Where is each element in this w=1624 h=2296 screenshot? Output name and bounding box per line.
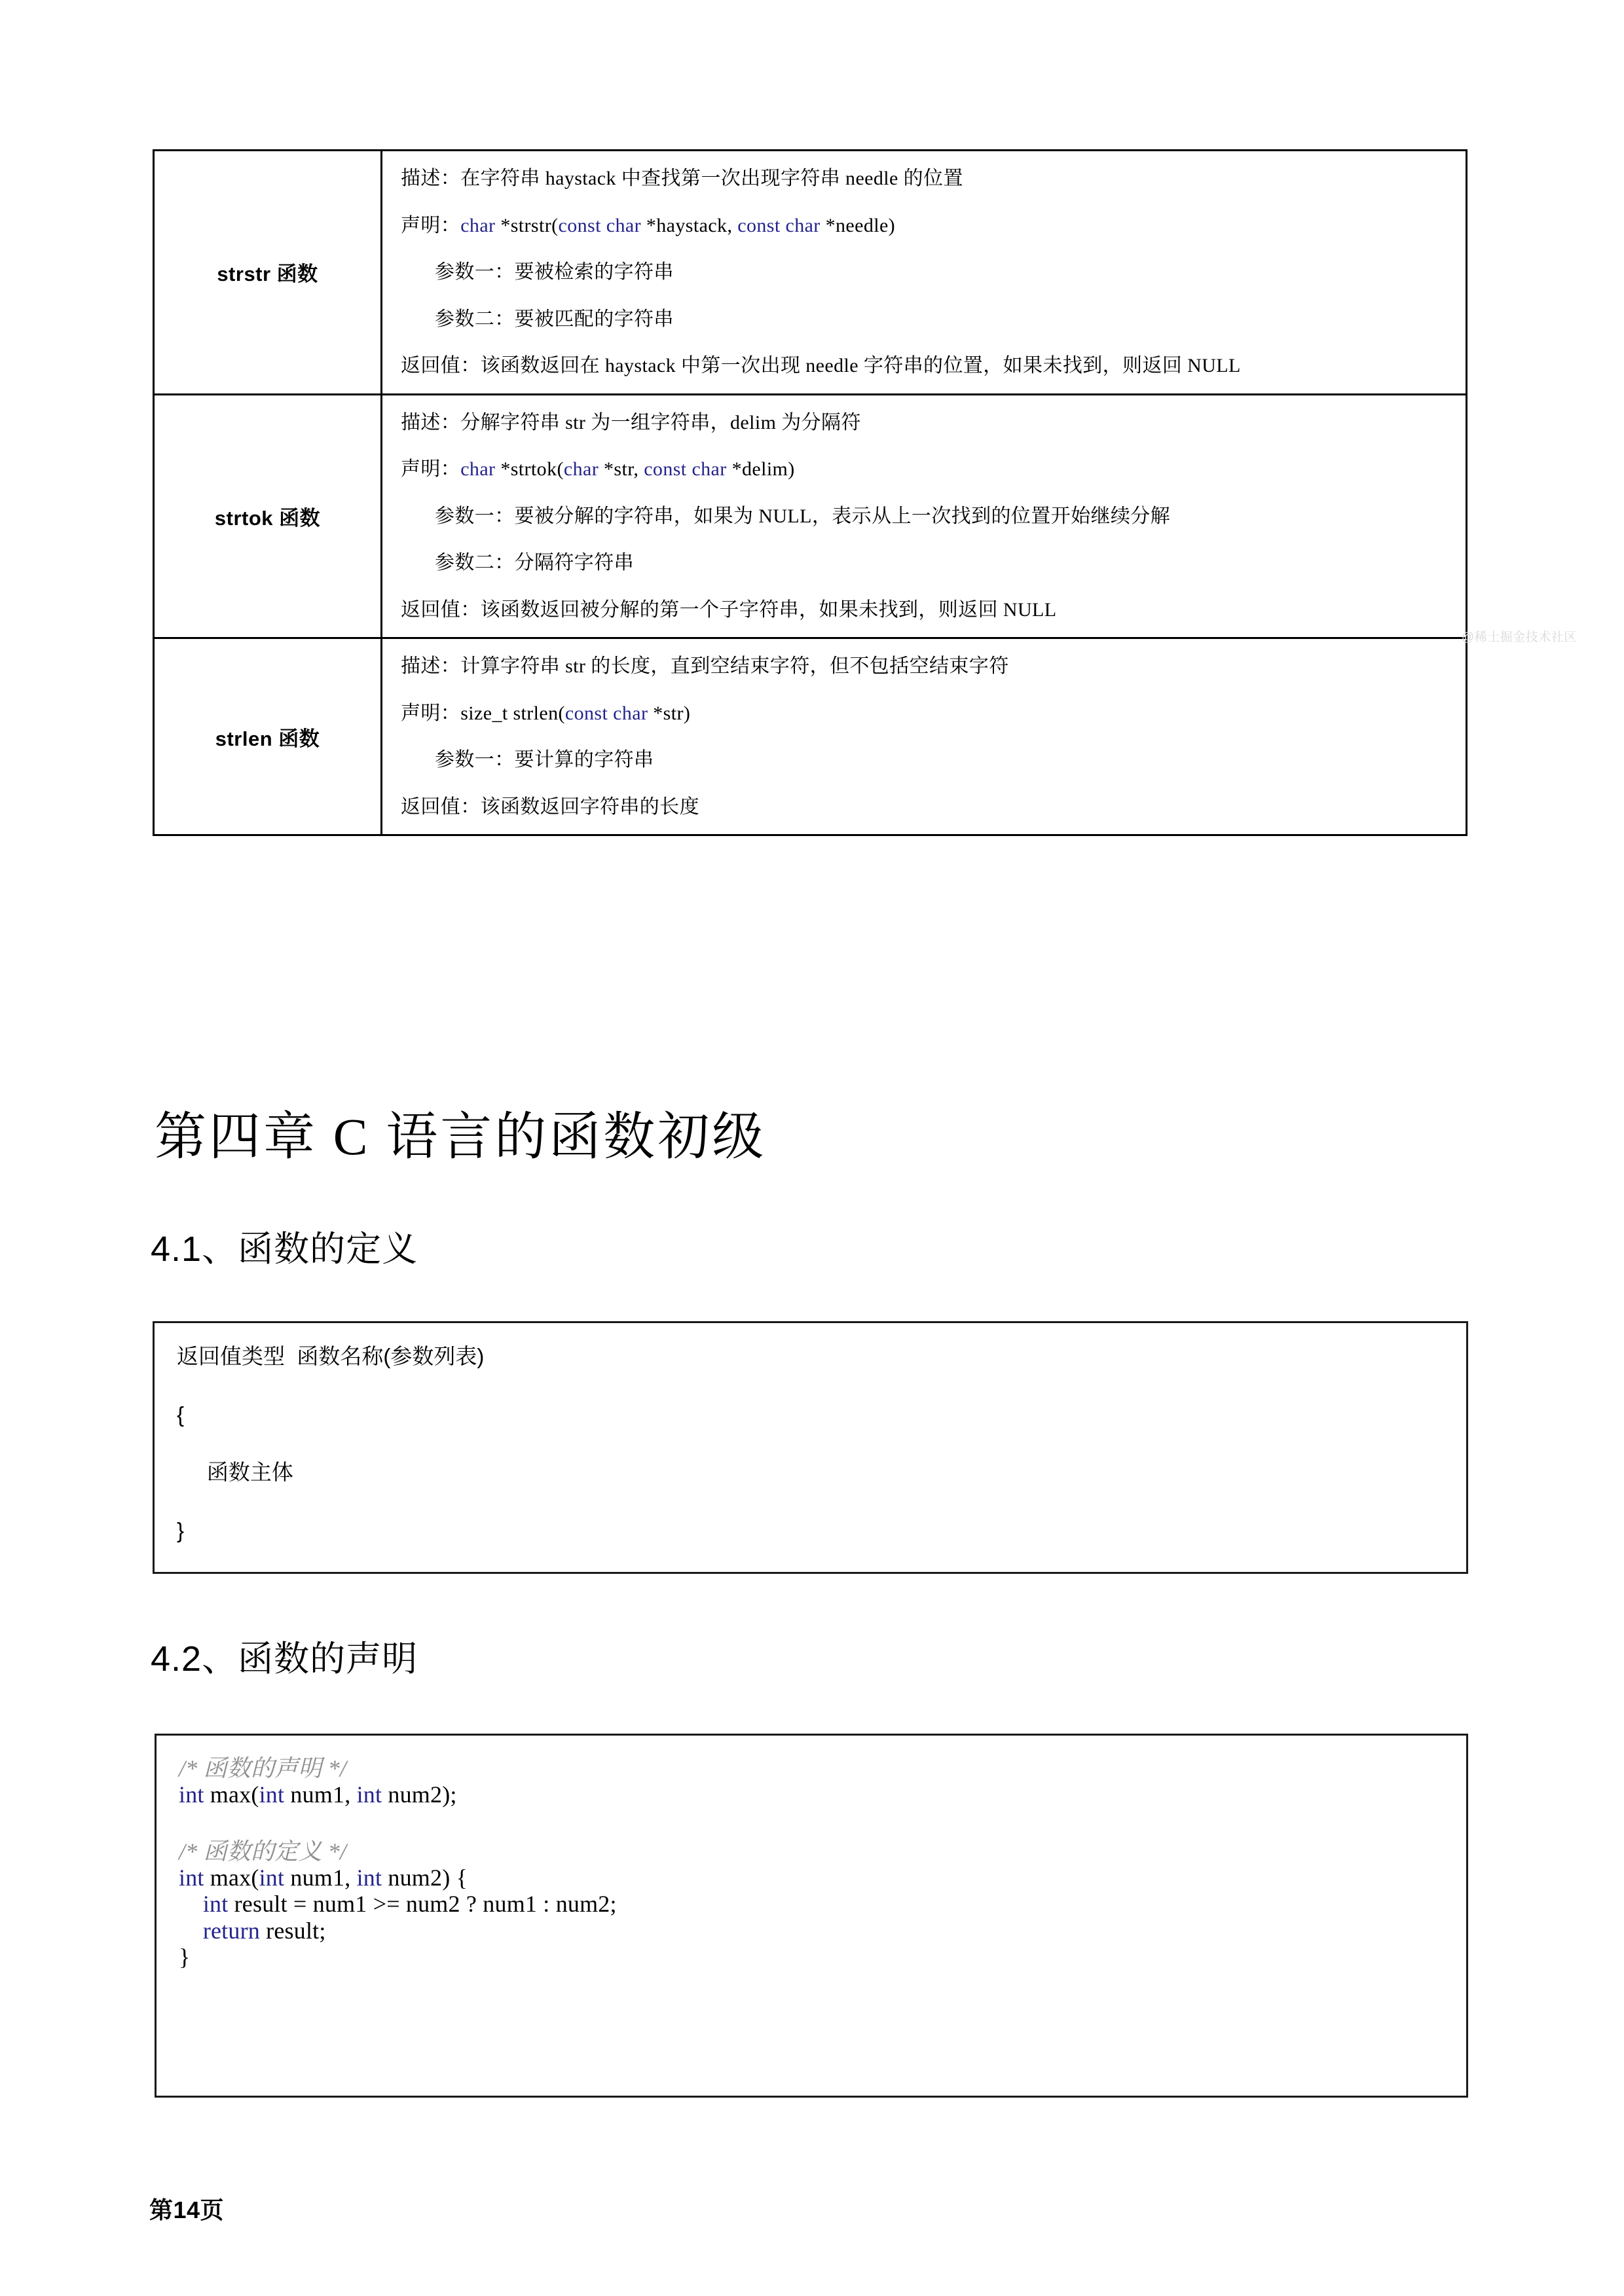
- code-text: num2) {: [382, 1864, 468, 1891]
- function-parameter: 参数二：要被匹配的字符串: [435, 308, 674, 330]
- description-text: 计算字符串 str 的长度，直到空结束字符，但不包括空结束字符: [460, 655, 1009, 677]
- description-text: 分解字符串 str 为一组字符串，delim 为分隔符: [460, 411, 861, 433]
- table-row: [154, 151, 1467, 395]
- code-text: [179, 1918, 203, 1944]
- code-text: *str): [648, 702, 691, 724]
- code-text: *strstr(: [495, 214, 559, 236]
- code-text: *delim): [726, 458, 795, 480]
- description-label: 描述：: [401, 168, 461, 189]
- code-line: {: [177, 1402, 185, 1427]
- code-line: [179, 1944, 1444, 1970]
- declaration-label: 声明：: [401, 214, 461, 236]
- description-label: 描述：: [401, 655, 461, 677]
- declaration-label: 声明：: [401, 702, 461, 724]
- return-label: 返回值：: [401, 598, 481, 621]
- section-heading-4-2: 4.2、函数的声明: [151, 1639, 418, 1679]
- function-detail-cell: [382, 638, 1467, 835]
- code-text: result = num1 >= num2 ? num1 : num2;: [228, 1891, 617, 1918]
- code-text: }: [179, 1943, 191, 1970]
- function-parameter: 参数一：要计算的字符串: [435, 749, 654, 771]
- function-declaration: [401, 459, 1446, 480]
- watermark-label: @稀土掘金技术社区: [1462, 630, 1577, 644]
- code-keyword: int: [179, 1781, 204, 1808]
- code-text: num1,: [284, 1781, 357, 1808]
- code-text: num2);: [382, 1781, 457, 1808]
- function-description: [401, 168, 1446, 189]
- function-return: [401, 600, 1446, 621]
- code-keyword: int: [179, 1864, 204, 1891]
- code-line: [179, 1891, 1444, 1917]
- code-text: *haystack,: [640, 214, 738, 236]
- code-text: *strtok(: [495, 458, 564, 480]
- function-detail-cell: [382, 394, 1467, 638]
- table-body: [154, 151, 1467, 835]
- code-text: [179, 1891, 203, 1917]
- declaration-code: [460, 702, 690, 724]
- code-keyword: int: [259, 1781, 285, 1808]
- description-label: 描述：: [401, 411, 461, 433]
- description-text: 在字符串 haystack 中查找第一次出现字符串 needle 的位置: [460, 168, 963, 189]
- return-label: 返回值：: [401, 795, 481, 818]
- table-row: [154, 638, 1467, 835]
- code-keyword: const char: [558, 214, 641, 236]
- string-functions-table: [153, 149, 1467, 836]
- code-line: 函数主体: [177, 1460, 293, 1485]
- code-text: result;: [259, 1917, 326, 1944]
- code-text: max(: [204, 1781, 259, 1808]
- code-text: num1,: [284, 1864, 357, 1891]
- code-keyword: const char: [737, 214, 821, 236]
- code-keyword: int: [356, 1781, 382, 1808]
- return-label: 返回值：: [401, 355, 481, 376]
- code-keyword: int: [259, 1864, 285, 1891]
- function-declaration: [401, 215, 1446, 236]
- declaration-code: [460, 215, 895, 236]
- code-line: [179, 1918, 1444, 1944]
- code-keyword: const char: [564, 702, 648, 724]
- function-declaration: [401, 703, 1446, 724]
- return-text: 该函数返回字符串的长度: [480, 795, 700, 818]
- function-definition-code-box: [153, 1321, 1468, 1574]
- chapter-title: 第四章 C 语言的函数初级: [155, 1109, 767, 1166]
- code-line: 返回值类型 函数名称(参数列表): [177, 1344, 485, 1368]
- function-declaration-code-box: [155, 1734, 1468, 2098]
- code-keyword: char: [563, 458, 599, 480]
- code-comment-line: [179, 1838, 1444, 1865]
- function-name-cell: strtok 函数: [154, 394, 382, 638]
- code-line: }: [177, 1518, 185, 1542]
- function-parameter: 参数二：分隔符字符串: [435, 552, 634, 574]
- page-number-footer: 第14页: [149, 2196, 225, 2223]
- code-keyword: int: [202, 1891, 229, 1918]
- function-return: [401, 797, 1446, 818]
- code-text: *str,: [599, 458, 644, 480]
- code-keyword: const char: [644, 458, 727, 480]
- declaration-code: [460, 458, 794, 480]
- code-comment: /* 函数的声明 */: [179, 1755, 347, 1781]
- code-keyword: return: [202, 1917, 260, 1944]
- return-text: 该函数返回在 haystack 中第一次出现 needle 字符串的位置，如果未找到，则返回 NULL: [480, 355, 1241, 376]
- function-description: [401, 412, 1446, 433]
- code-keyword: char: [460, 458, 496, 480]
- function-name-cell: strlen 函数: [154, 638, 382, 835]
- function-name-cell: strstr 函数: [154, 151, 382, 395]
- code-keyword: char: [460, 214, 496, 236]
- table-row: [154, 394, 1467, 638]
- function-return: [401, 355, 1446, 376]
- code-line: [179, 1781, 1444, 1808]
- code-text: size_t strlen(: [460, 702, 565, 724]
- return-text: 该函数返回被分解的第一个子字符串，如果未找到，则返回 NULL: [480, 598, 1057, 621]
- code-comment: /* 函数的定义 */: [179, 1838, 347, 1865]
- section-heading-4-1: 4.1、函数的定义: [151, 1230, 418, 1269]
- code-keyword: int: [356, 1864, 382, 1891]
- function-detail-cell: [382, 151, 1467, 395]
- code-line: [179, 1865, 1444, 1891]
- code-text: *needle): [820, 214, 896, 236]
- code-comment-line: [179, 1755, 1444, 1781]
- function-parameter: 参数一：要被检索的字符串: [435, 261, 674, 283]
- code-text: max(: [204, 1864, 259, 1891]
- declaration-label: 声明：: [401, 458, 461, 480]
- function-parameter: 参数一：要被分解的字符串，如果为 NULL，表示从上一次找到的位置开始继续分解: [435, 505, 1171, 527]
- function-description: [401, 656, 1446, 677]
